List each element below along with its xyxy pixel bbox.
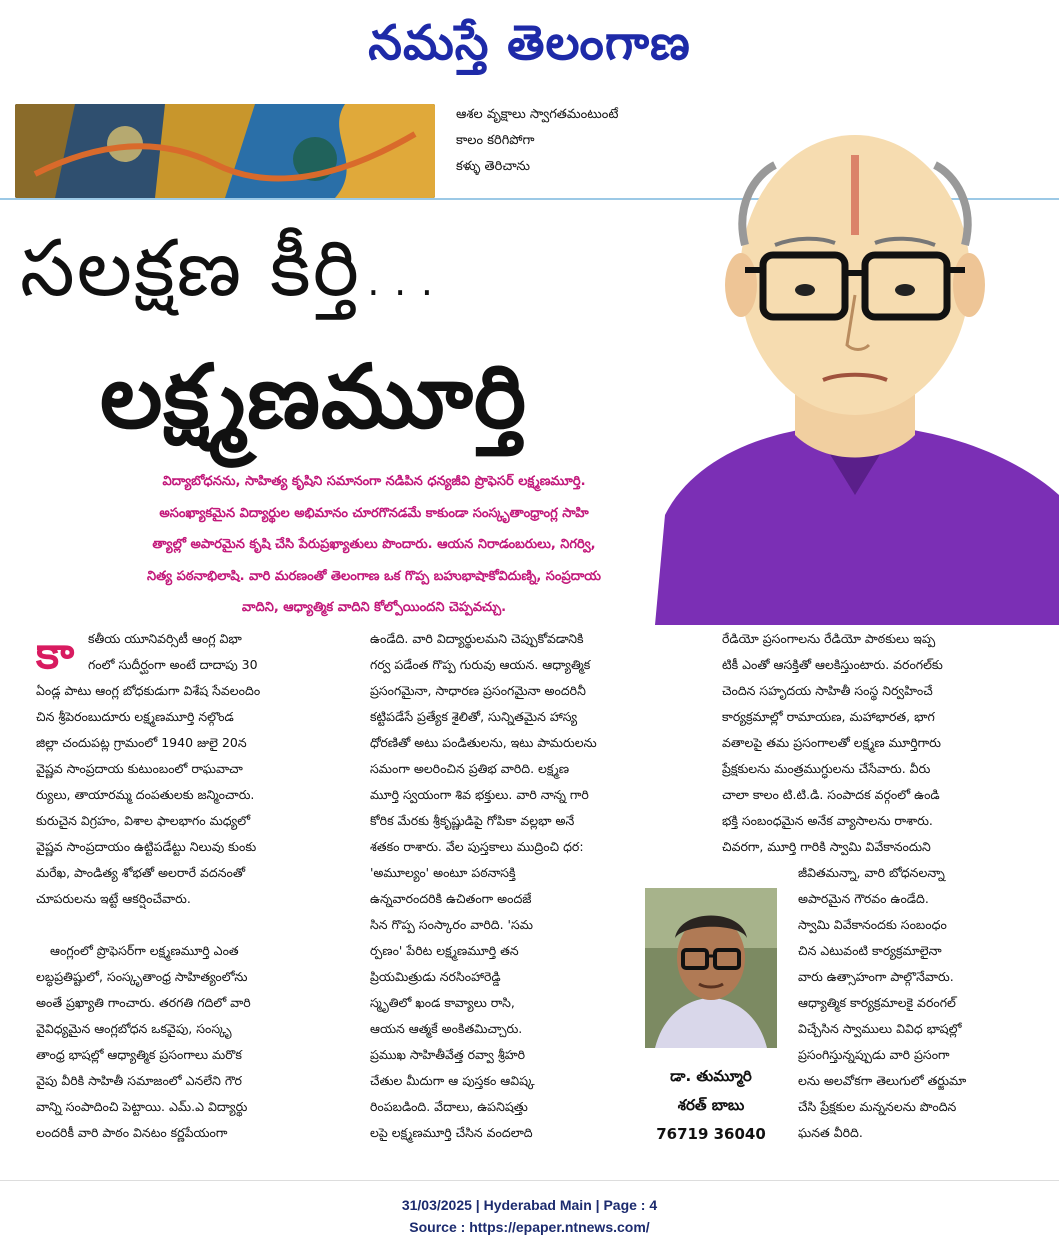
article-line: వైపు వీరికి సాహితీ సమాజంలో ఎనలేని గౌర <box>36 1073 242 1088</box>
article-line: చేసి ప్రేక్షకుల మన్ననలను పొందిన <box>798 1099 957 1114</box>
article-line: లపై లక్ష్మణమూర్తి చేసిన వందలాది <box>370 1125 533 1140</box>
intro-line: త్యాల్లో అపారమైన కృషి చేసి పేరుప్రఖ్యాతులు పొందారు. ఆయన నిరాడంబరులు, నిగర్వి, <box>152 537 596 552</box>
author-photo <box>645 888 777 1048</box>
article-line: చిన ఎటువంటి కార్యక్రమాలైనా <box>798 943 942 958</box>
article-line: ఉండేది. వారి విద్యార్థులమని చెప్పుకోవడానికి <box>370 631 584 646</box>
headline-line-2: లక్ష్మణమూర్తి <box>100 345 528 448</box>
article-line: ఘనత వీరిది. <box>798 1125 863 1140</box>
author-name-line-2: శరత్ బాబు <box>677 1096 745 1114</box>
article-line: లను అలవోకగా తెలుగులో తర్జుమా <box>798 1073 967 1088</box>
painting-image <box>15 104 435 198</box>
article-line: 'అమూల్యం' అంటూ పఠనాసక్తి <box>370 865 516 880</box>
footer-source-link[interactable]: Source : https://epaper.ntnews.com/ <box>409 1219 650 1235</box>
article-line: జీవితమన్నా, వారి బోధనలన్నా <box>798 865 945 880</box>
article-column-1 <box>36 626 336 1146</box>
article-line: గర్వ పడేంత గొప్ప గురువు ఆయన. ఆధ్యాత్మిక <box>370 657 591 672</box>
article-line: రేడియో ప్రసంగాలను రేడియో పాఠకులు ఇప్ప <box>722 631 936 646</box>
drop-cap: కా <box>36 628 75 679</box>
article-line: కార్యక్రమాల్లో రామాయణ, మహాభారత, భాగ <box>722 709 935 724</box>
poem-line: కాలం కరిగిపోగా <box>456 133 535 148</box>
article-line: అపారమైన గౌరవం ఉండేది. <box>798 891 929 906</box>
intro-line: అసంఖ్యాకమైన విద్యార్థుల అభిమానం చూరగొనడమే కాకుండా సంస్కృతాంధ్రాంగ్ల సాహి <box>159 505 589 521</box>
intro-line: వాదిని, ఆధ్యాత్మిక వాదిని కోల్పోయిందని చెప్పవచ్చు. <box>241 600 507 615</box>
article-line: ఆయన ఆత్మకే అంకితమిచ్చారు. <box>370 1021 523 1036</box>
article-line: జిల్లా చందుపట్ల గ్రామంలో 1940 జులై 20న <box>36 735 247 750</box>
author-byline <box>636 1062 786 1149</box>
article-line: కట్టిపడేసే ప్రత్యేక శైలితో, సున్నితమైన హాస్య <box>370 709 578 724</box>
footer-date-edition: 31/03/2025 | Hyderabad Main | Page : 4 <box>401 1197 658 1213</box>
article-line: టికీ ఎంతో ఆసక్తితో ఆలకిస్తుంటారు. వరంగల్‌కు <box>722 657 943 672</box>
article-line: మూర్తి స్వయంగా శివ భక్తులు. వారి నాన్న గారి <box>370 787 589 802</box>
article-column-2 <box>370 626 640 1146</box>
article-line: భక్తి సంబంధమైన అనేక వ్యాసాలను రాశారు. <box>722 813 933 828</box>
article-line: కోరిక మేరకు శ్రీకృష్ణుడిపై గోపికా వల్లభా అనే <box>370 813 575 828</box>
article-line: ప్రేక్షకులను మంత్రముగ్ధులను చేసేవారు. వీరు <box>722 761 931 776</box>
article-line: కతీయ యూనివర్సిటీ ఆంగ్ల విభా <box>88 631 242 646</box>
article-line: అంతే ప్రఖ్యాతి గాంచారు. తరగతి గదిలో వారి <box>36 995 251 1010</box>
intro-line: నిత్య పఠనాభిలాషి. వారి మరణంతో తెలంగాణ ఒక గొప్ప బహుభాషాకోవిదుణ్ని, సంప్రదాయ <box>146 568 602 584</box>
article-line: ఉన్నవారందరికి ఉచితంగా అందజే <box>370 891 532 906</box>
article-line: ప్రియమిత్రుడు నరసింహారెడ్డి <box>370 969 501 984</box>
headline-line-1: సలక్షణ కీర్తి... <box>20 224 442 314</box>
intro-summary <box>88 466 660 624</box>
page-footer <box>0 1194 1059 1238</box>
article-line: ఆంగ్లంలో ప్రొఫెసర్‌గా లక్ష్మణమూర్తి ఎంత <box>50 943 239 958</box>
article-line: చేతుల మీదుగా ఆ పుస్తకం ఆవిష్క <box>370 1073 535 1088</box>
footer-divider <box>0 1180 1059 1181</box>
poem-line: కళ్ళు తెరిచాను <box>456 159 530 174</box>
article-line: లబ్ధప్రతిష్టులో, సంస్కృతాంధ్ర సాహిత్యంలోను <box>36 969 248 984</box>
article-line: ఆధ్యాత్మిక కార్యక్రమాలకై వరంగల్ <box>798 995 956 1010</box>
article-line: మరేఖ, పాండిత్య శోభతో అలరారే వదనంతో <box>36 865 246 880</box>
article-line: చాలా కాలం టి.టి.డి. సంపాదక వర్గంలో ఉండి <box>722 787 940 802</box>
poem-line: ఆశల వృక్షాలు స్వాగతమంటుంటే <box>456 107 619 122</box>
article-line: కురుచైన విగ్రహం, విశాల ఫాలభాగం మధ్యలో <box>36 813 251 828</box>
article-line: వైష్ణవ సాంప్రదాయ కుటుంబంలో రాఘవాచా <box>36 761 243 776</box>
article-line: చూపరులను ఇట్టే ఆకర్షించేవారు. <box>36 891 191 906</box>
article-line: శతకం రాశారు. వేల పుస్తకాలు ముద్రించి ధర: <box>370 839 584 854</box>
article-line: ధోరణితో అటు పండితులను, ఇటు పామరులను <box>370 735 597 750</box>
article-line: రింపబడింది. వేదాలు, ఉపనిషత్తు <box>370 1099 528 1114</box>
article-line: విచ్చేసిన స్వాములు వివిధ భాషల్లో <box>798 1021 962 1036</box>
article-line: సమంగా అలరించిన ప్రతిభ వారిది. లక్ష్మణ <box>370 761 570 776</box>
paragraph-gap <box>36 912 336 938</box>
article-line: ప్రముఖ సాహితీవేత్త రవ్వా శ్రీహరి <box>370 1047 526 1062</box>
author-name-line-1: డా. తుమ్మూరి <box>670 1067 752 1085</box>
article-line: ప్రసంగమైనా, సాధారణ ప్రసంగమైనా అందరినీ <box>370 683 586 698</box>
article-line: చిన శ్రీపెరంబుదూరు లక్ష్మణమూర్తి నల్గొండ <box>36 709 234 724</box>
article-line: చివరగా, మూర్తి గారికి స్వామి వివేకానందుని <box>722 839 931 854</box>
article-line: వైవిధ్యమైన ఆంగ్లబోధన ఒకవైపు, సంస్కృ <box>36 1021 232 1036</box>
masthead-title: నమస్తే తెలంగాణ <box>368 15 691 71</box>
article-line: లందరికీ వారి పాఠం వినటం కర్ణపేయంగా <box>36 1125 228 1140</box>
article-line: వైష్ణవ సాంప్రదాయం ఉట్టిపడేట్టు నిలువు కుంకు <box>36 839 257 854</box>
article-line: తాంధ్ర భాషల్లో ఆధ్యాత్మిక ప్రసంగాలు మరొక <box>36 1047 242 1062</box>
author-phone: 76719 36040 <box>656 1125 766 1143</box>
intro-line: విద్యాబోధనను, సాహిత్య కృషిని సమానంగా నడిపిన ధన్యజీవి ప్రొఫెసర్ లక్ష్మణమూర్తి. <box>162 474 586 489</box>
article-line: వాన్ని సంపాదించి పెట్టాయి. ఎమ్.ఎ విద్యార్థు <box>36 1099 248 1114</box>
article-line: సిన గొప్ప సంస్కారం వారిది. 'సమ <box>370 917 533 932</box>
article-line: చెందిన సహృదయ సాహితీ సంస్థ నిర్వహించే <box>722 683 933 698</box>
article-line: వారు ఉత్సాహంగా పాల్గొనేవారు. <box>798 969 954 984</box>
article-line: ర్యులు, తాయారమ్మ దంపతులకు జన్మించారు. <box>36 787 255 802</box>
article-line: ప్రసంగిస్తున్నప్పుడు వారి ప్రసంగా <box>798 1047 950 1062</box>
article-line: స్మృతిలో ఖండ కావ్యాలు రాసి, <box>370 995 515 1010</box>
article-line: ఏండ్ల పాటు ఆంగ్ల బోధకుడుగా విశేష సేవలందిం <box>36 683 261 698</box>
article-line: వతాలపై తమ ప్రసంగాలతో లక్ష్మణ మూర్తిగారు <box>722 735 941 750</box>
article-line: స్వామి వివేకానందకు సంబంధం <box>798 917 947 932</box>
article-line: ర్పణం' పేరిట లక్ష్మణమూర్తి తన <box>370 943 519 958</box>
article-line: గంలో సుదీర్ఘంగా అంటే దాదాపు 30 <box>88 657 258 672</box>
portrait-illustration <box>655 95 1059 625</box>
